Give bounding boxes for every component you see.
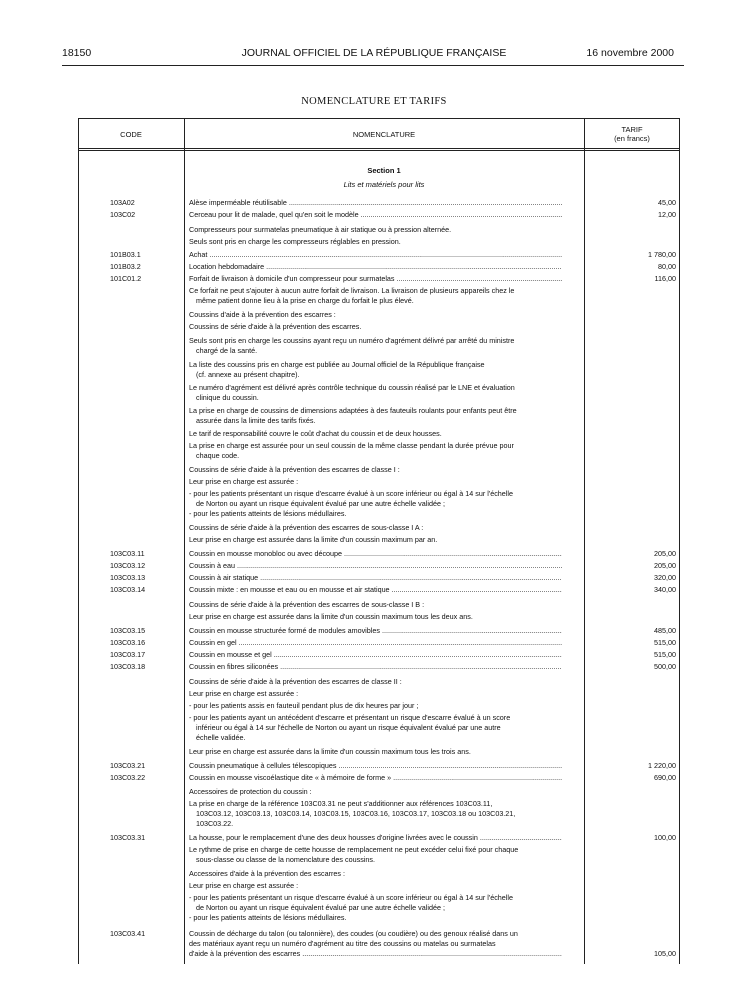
row-text: d'aide à la prévention des escarres ..... bbox=[189, 949, 562, 959]
page-number: 18150 bbox=[62, 47, 92, 59]
row-price: 690,00 bbox=[654, 773, 676, 782]
row-text: Leur prise en charge est assurée : bbox=[189, 477, 299, 486]
row-text: Leur prise en charge est assurée dans la limite d'un coussin maximum par an. bbox=[189, 535, 438, 544]
row-text: Compresseurs pour surmatelas pneumatique à air statique ou à pression alternée. bbox=[189, 225, 452, 234]
row-price: 1 780,00 bbox=[648, 250, 676, 259]
journal-title: JOURNAL OFFICIEL DE LA RÉPUBLIQUE FRANÇAISE bbox=[241, 47, 507, 59]
row-price: 100,00 bbox=[654, 833, 676, 842]
row-text: Coussins d'aide à la prévention des escarres : bbox=[189, 310, 336, 319]
row-text: Coussins de série d'aide à la prévention des escarres. bbox=[189, 322, 362, 331]
row-price: 320,00 bbox=[654, 573, 676, 582]
row-text: La liste des coussins pris en charge est publiée au Journal officiel de la République française bbox=[189, 360, 485, 369]
table-row bbox=[0, 573, 748, 584]
header-rule bbox=[62, 65, 684, 66]
row-text: chargé de la santé. bbox=[196, 346, 258, 355]
row-text: Leur prise en charge est assurée dans la limite d'un coussin maximum tous les deux ans. bbox=[189, 612, 473, 621]
row-text: de Norton ou ayant un risque équivalent évalué par une autre échelle validée ; bbox=[196, 903, 445, 912]
table-row bbox=[0, 416, 748, 427]
row-code: 101C01.2 bbox=[110, 274, 142, 283]
table-row bbox=[0, 677, 748, 688]
table-row bbox=[0, 787, 748, 798]
table-row bbox=[0, 465, 748, 476]
row-code: 103C03.17 bbox=[110, 650, 146, 659]
table-row bbox=[0, 225, 748, 236]
row-text: Coussin en gel ..... bbox=[189, 638, 562, 648]
document-title: NOMENCLATURE ET TARIFS bbox=[301, 96, 447, 107]
row-code: 103C03.31 bbox=[110, 833, 146, 842]
table-row bbox=[0, 393, 748, 404]
table-row bbox=[0, 585, 748, 596]
row-text: Leur prise en charge est assurée : bbox=[189, 881, 299, 890]
header-divider bbox=[78, 148, 680, 149]
row-text: même patient donne lieu à la prise en charge du forfait le plus élevé. bbox=[196, 296, 414, 305]
row-text: clinique du coussin. bbox=[196, 393, 259, 402]
row-price: 1 220,00 bbox=[648, 761, 676, 770]
row-text: échelle validée. bbox=[196, 733, 246, 742]
column-header-code: CODE bbox=[120, 130, 142, 139]
row-text: - pour les patients présentant un risque d'escarre évalué à un score inférieur ou égal à 14 sur l'échelle bbox=[189, 893, 513, 902]
row-price: 205,00 bbox=[654, 549, 676, 558]
row-text: Coussins de série d'aide à la prévention des escarres de sous-classe I B : bbox=[189, 600, 425, 609]
table-row bbox=[0, 689, 748, 700]
table-row bbox=[0, 855, 748, 866]
table-row bbox=[0, 237, 748, 248]
table-row bbox=[0, 262, 748, 273]
table-row bbox=[0, 949, 748, 960]
row-text: Coussin en fibres siliconées ..... bbox=[189, 662, 562, 672]
row-code: 103C03.12 bbox=[110, 561, 146, 570]
table-row bbox=[0, 296, 748, 307]
row-text: Leur prise en charge est assurée : bbox=[189, 689, 299, 698]
row-text: La prise en charge de coussins de dimensions adaptées à des fauteuils roulants pour enfants peut être bbox=[189, 406, 517, 415]
table-row bbox=[0, 701, 748, 712]
row-text: Coussin en mousse viscoélastique dite « à mémoire de forme » ..... bbox=[189, 773, 562, 783]
row-price: 205,00 bbox=[654, 561, 676, 570]
row-text: Coussin en mousse et gel ..... bbox=[189, 650, 562, 660]
row-text: Coussins de série d'aide à la prévention des escarres de classe II : bbox=[189, 677, 402, 686]
table-row bbox=[0, 250, 748, 261]
row-text: Coussin de décharge du talon (ou talonnière), des coudes (ou coudière) ou des genoux réalisé dans un bbox=[189, 929, 518, 938]
table-row bbox=[0, 535, 748, 546]
row-text: Coussins de série d'aide à la prévention des escarres de classe I : bbox=[189, 465, 400, 474]
row-text: Coussin mixte : en mousse et eau ou en mousse et air statique ..... bbox=[189, 585, 562, 595]
table-row bbox=[0, 509, 748, 520]
row-code: 101B03.1 bbox=[110, 250, 141, 259]
table-row bbox=[0, 833, 748, 844]
row-text: Accessoires de protection du coussin : bbox=[189, 787, 312, 796]
row-code: 101B03.2 bbox=[110, 262, 141, 271]
row-code: 103C03.21 bbox=[110, 761, 146, 770]
table-row bbox=[0, 370, 748, 381]
row-text: Seuls sont pris en charge les coussins ayant reçu un numéro d'agrément délivré par arrêté du ministre bbox=[189, 336, 515, 345]
row-text: Cerceau pour lit de malade, quel qu'en soit le modèle ..... bbox=[189, 210, 562, 220]
row-text: La prise en charge est assurée pour un seul coussin de la même classe pendant la durée prévue pour bbox=[189, 441, 514, 450]
row-price: 12,00 bbox=[658, 210, 676, 219]
row-text: La prise en charge de la référence 103C03.31 ne peut s'additionner aux références 103C03.11, bbox=[189, 799, 493, 808]
row-text: Coussin pneumatique à cellules télescopiques ..... bbox=[189, 761, 562, 771]
table-row bbox=[0, 626, 748, 637]
row-text: chaque code. bbox=[196, 451, 240, 460]
table-row bbox=[0, 913, 748, 924]
row-text: Coussin à air statique ..... bbox=[189, 573, 562, 583]
row-price: 340,00 bbox=[654, 585, 676, 594]
row-text: de Norton ou ayant un risque équivalent évalué par une autre échelle validée ; bbox=[196, 499, 445, 508]
table-row bbox=[0, 274, 748, 285]
row-code: 103C03.14 bbox=[110, 585, 146, 594]
publication-date: 16 novembre 2000 bbox=[586, 47, 674, 59]
row-text: Le tarif de responsabilité couvre le coût d'achat du coussin et de deux housses. bbox=[189, 429, 442, 438]
row-code: 103C03.22 bbox=[110, 773, 146, 782]
row-text: Coussin à eau ..... bbox=[189, 561, 562, 571]
row-code: 103A02 bbox=[110, 198, 135, 207]
row-text: Location hebdomadaire ..... bbox=[189, 262, 562, 272]
table-row bbox=[0, 322, 748, 333]
table-row bbox=[0, 561, 748, 572]
table-row bbox=[0, 881, 748, 892]
row-text: Coussins de série d'aide à la prévention des escarres de sous-classe I A : bbox=[189, 523, 424, 532]
tarif-unit: (en francs) bbox=[614, 134, 650, 143]
table-row bbox=[0, 477, 748, 488]
row-text: - pour les patients présentant un risque d'escarre évalué à un score inférieur ou égal à 14 sur l'échelle bbox=[189, 489, 513, 498]
row-price: 45,00 bbox=[658, 198, 676, 207]
row-price: 515,00 bbox=[654, 638, 676, 647]
table-row bbox=[0, 210, 748, 221]
row-price: 515,00 bbox=[654, 650, 676, 659]
table-row bbox=[0, 198, 748, 209]
row-text: Accessoires d'aide à la prévention des escarres : bbox=[189, 869, 345, 878]
row-price: 105,00 bbox=[654, 949, 676, 958]
tarif-label: TARIF bbox=[621, 125, 643, 134]
section-title: Section 1 bbox=[367, 166, 401, 175]
row-text: La housse, pour le remplacement d'une des deux housses d'origine livrées avec le coussin ..... bbox=[189, 833, 562, 843]
row-price: 80,00 bbox=[658, 262, 676, 271]
section-subtitle: Lits et matériels pour lits bbox=[343, 180, 425, 189]
table-row bbox=[0, 761, 748, 772]
row-code: 103C03.16 bbox=[110, 638, 146, 647]
row-code: 103C03.13 bbox=[110, 573, 146, 582]
table-row bbox=[0, 612, 748, 623]
row-text: Coussin en mousse structurée formé de modules amovibles ..... bbox=[189, 626, 562, 636]
table-row bbox=[0, 733, 748, 744]
row-text: Coussin en mousse monobloc ou avec découpe ..... bbox=[189, 549, 562, 559]
row-text: - pour les patients assis en fauteuil pendant plus de dix heures par jour ; bbox=[189, 701, 419, 710]
row-text: - pour les patients ayant un antécédent d'escarre et présentant un risque d'escarre évalué à un score bbox=[189, 713, 511, 722]
table-row bbox=[0, 650, 748, 661]
table-row bbox=[0, 662, 748, 673]
table-row bbox=[0, 747, 748, 758]
row-text: Leur prise en charge est assurée dans la limite d'un coussin maximum tous les trois ans. bbox=[189, 747, 471, 756]
row-text: Alèse imperméable réutilisable ..... bbox=[189, 198, 562, 208]
row-text: - pour les patients atteints de lésions médullaires. bbox=[189, 509, 347, 518]
row-code: 103C02 bbox=[110, 210, 136, 219]
row-text: Achat ..... bbox=[189, 250, 562, 260]
row-code: 103C03.18 bbox=[110, 662, 146, 671]
table-row bbox=[0, 310, 748, 321]
table-row bbox=[0, 429, 748, 440]
table-row bbox=[0, 523, 748, 534]
row-text: Forfait de livraison à domicile d'un compresseur pour surmatelas ..... bbox=[189, 274, 562, 284]
row-text: des matériaux ayant reçu un numéro d'agrément au titre des coussins ou matelas ou surmatelas bbox=[189, 939, 496, 948]
row-price: 116,00 bbox=[654, 274, 676, 283]
row-text: 103C03.22. bbox=[196, 819, 234, 828]
table-row bbox=[0, 600, 748, 611]
table-row bbox=[0, 451, 748, 462]
row-text: 103C03.12, 103C03.13, 103C03.14, 103C03.15, 103C03.16, 103C03.17, 103C03.18 ou 103C03.21, bbox=[196, 809, 516, 818]
table-row bbox=[0, 819, 748, 830]
row-text: - pour les patients atteints de lésions médullaires. bbox=[189, 913, 347, 922]
row-text: inférieur ou égal à 14 sur l'échelle de Norton ou ayant un risque équivalent évalué par une autre bbox=[196, 723, 501, 732]
column-header-tarif bbox=[584, 125, 680, 143]
table-row bbox=[0, 773, 748, 784]
table-row bbox=[0, 869, 748, 880]
table-row bbox=[0, 346, 748, 357]
row-text: Le rythme de prise en charge de cette housse de remplacement ne peut excéder celui fixé pour chaque bbox=[189, 845, 519, 854]
row-text: (cf. annexe au présent chapitre). bbox=[196, 370, 300, 379]
row-text: assurée dans la limite des tarifs fixés. bbox=[196, 416, 316, 425]
row-price: 500,00 bbox=[654, 662, 676, 671]
row-text: sous-classe ou classe de la nomenclature des coussins. bbox=[196, 855, 375, 864]
table-row bbox=[0, 549, 748, 560]
column-header-nomenclature: NOMENCLATURE bbox=[352, 130, 416, 139]
table-row bbox=[0, 638, 748, 649]
header-divider bbox=[78, 150, 680, 151]
row-price: 485,00 bbox=[654, 626, 676, 635]
row-text: Ce forfait ne peut s'ajouter à aucun autre forfait de livraison. La livraison de plusieurs appareils chez le bbox=[189, 286, 515, 295]
row-text: Le numéro d'agrément est délivré après contrôle technique du coussin réalisé par le LNE et évaluation bbox=[189, 383, 515, 392]
row-code: 103C03.15 bbox=[110, 626, 146, 635]
row-code: 103C03.11 bbox=[110, 549, 145, 558]
row-code: 103C03.41 bbox=[110, 929, 146, 938]
row-text: Seuls sont pris en charge les compresseurs réglables en pression. bbox=[189, 237, 401, 246]
